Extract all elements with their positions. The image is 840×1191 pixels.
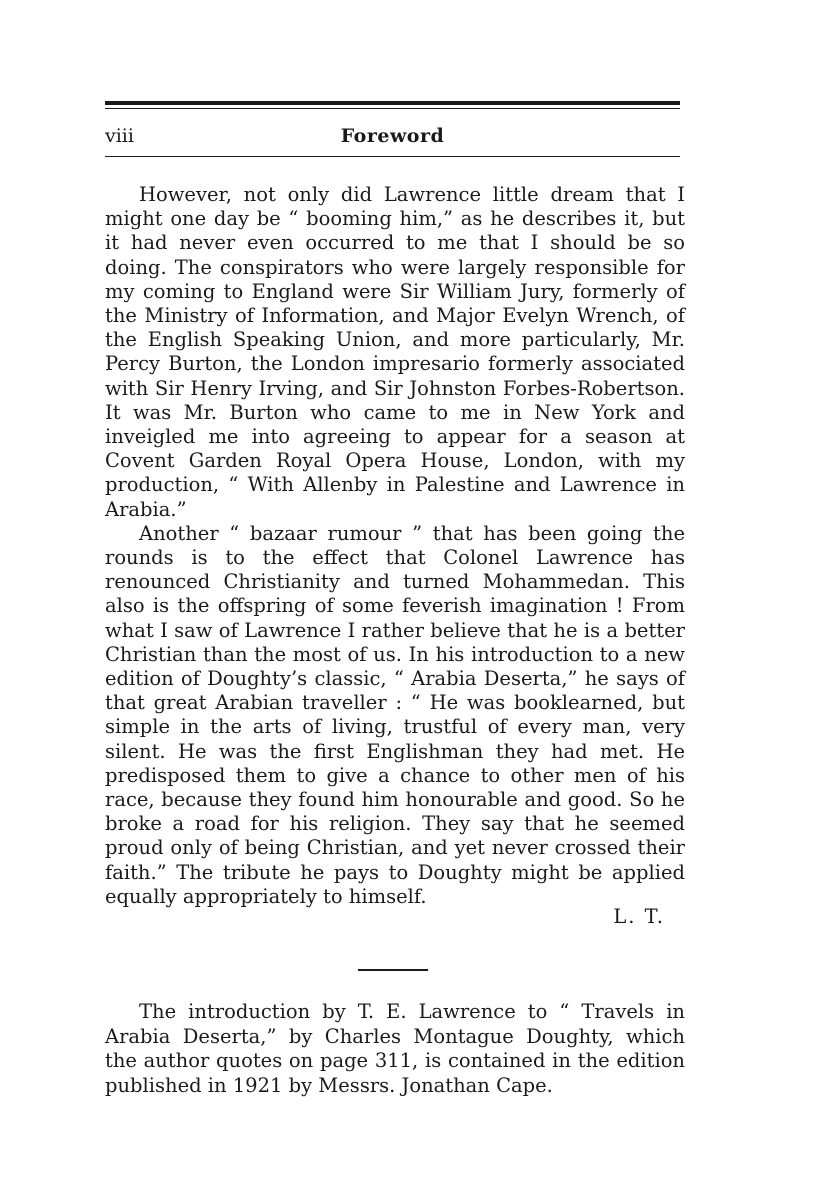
foreword-body bbox=[105, 183, 685, 909]
section-divider bbox=[358, 969, 428, 971]
paragraph: However, not only did Lawrence little dream that I might one day be “ booming him,” as he describes it, but it had never even occurred to me that I should be so doing. The conspirators who were largely responsible for my coming to England were Sir William Jury, formerly of the Ministry of Information, and Major Evelyn Wrench, of the English Speaking Union, and more particularly, Mr. Percy Burton, the London impresario formerly associated with Sir Henry Irving, and Sir Johnston Forbes-Robertson. It was Mr. Burton who came to me in New York and inveigled me into agreeing to appear for a season at Covent Garden Royal Opera House, London, with my production, “ With Allenby in Palestine and Lawrence in Arabia.” bbox=[105, 183, 685, 521]
author-initials: L. T. bbox=[613, 905, 665, 928]
header-rule-thin bbox=[105, 108, 680, 109]
paragraph: Another “ bazaar rumour ” that has been going the rounds is to the effect that Colonel Lawrence has renounced Christianity and turned Mohammedan. This also is the offspring of some feverish imagination ! From what I saw of Lawrence I rather believe that he is a better Christian than the most of us. In his introduction to a new edition of Doughty’s classic, “ Arabia Deserta,” he says of that great Arabian traveller : “ He was booklearned, but simple in the arts of living, trustful of every man, very silent. He was the first Englishman they had met. He predisposed them to give a chance to other men of his race, because they found him honourable and good. So he broke a road for his religion. They say that he seemed proud only of being Christian, and yet never crossed their faith.” The tribute he pays to Doughty might be applied equally appropriately to himself. bbox=[105, 521, 685, 908]
footnote bbox=[105, 1000, 685, 1098]
page-title: Foreword bbox=[340, 125, 445, 147]
running-head bbox=[105, 125, 680, 155]
header-underline bbox=[105, 156, 680, 157]
page-number: viii bbox=[105, 125, 134, 147]
footnote-text: The introduction by T. E. Lawrence to “ Travels in Arabia Deserta,” by Charles Montague Doughty, which the author quotes on page 311, is contained in the edition published in 1921 by Messrs. Jonathan Cape. bbox=[105, 1000, 685, 1097]
header-rule-thick bbox=[105, 101, 680, 105]
